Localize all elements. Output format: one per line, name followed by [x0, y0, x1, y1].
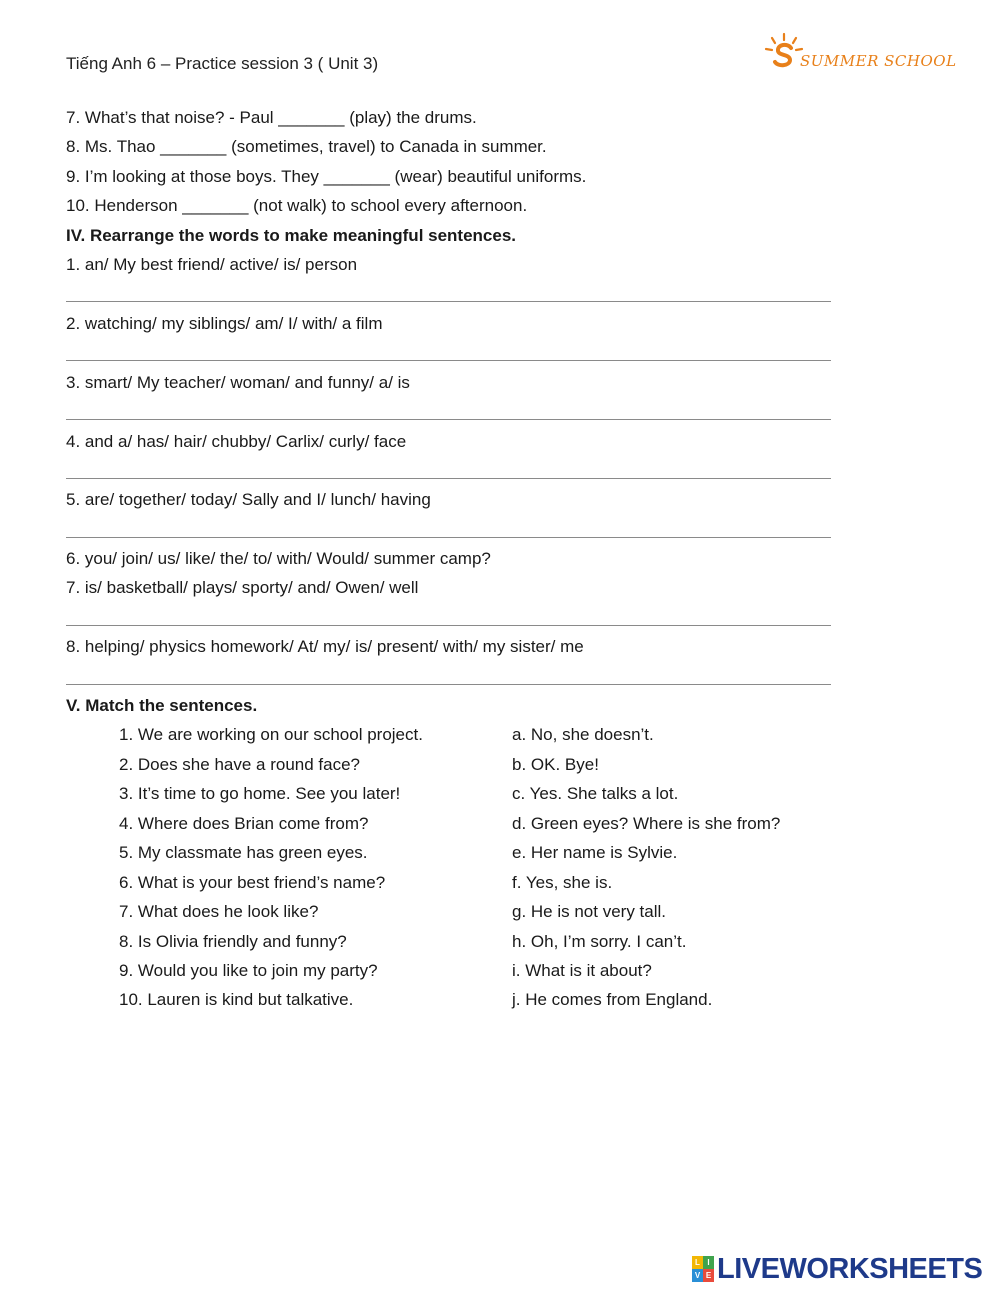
answer-line[interactable] [66, 360, 831, 361]
rearrange-item: 2. watching/ my siblings/ am/ I/ with/ a film [66, 314, 383, 333]
match-question: 10. Lauren is kind but talkative. [119, 990, 354, 1009]
rearrange-item: 7. is/ basketball/ plays/ sporty/ and/ Owen/ well [66, 578, 419, 597]
answer-line[interactable] [66, 301, 831, 302]
rearrange-item: 3. smart/ My teacher/ woman/ and funny/ a/ is [66, 373, 410, 392]
summer-school-logo [764, 32, 957, 76]
rearrange-item: 5. are/ together/ today/ Sally and I/ lunch/ having [66, 490, 431, 509]
match-answer: b. OK. Bye! [512, 755, 599, 774]
section-heading: V. Match the sentences. [66, 696, 258, 715]
answer-line[interactable] [66, 478, 831, 479]
liveworksheets-icon: L I V E [692, 1256, 714, 1282]
page-title: Tiếng Anh 6 – Practice session 3 ( Unit 3) [66, 54, 379, 73]
rearrange-item: 6. you/ join/ us/ like/ the/ to/ with/ Would/ summer camp? [66, 549, 491, 568]
liveworksheets-wordmark: LIVEWORKSHEETS [717, 1252, 983, 1285]
match-question: 5. My classmate has green eyes. [119, 843, 368, 862]
match-question: 8. Is Olivia friendly and funny? [119, 932, 347, 951]
match-answer: j. He comes from England. [512, 990, 713, 1009]
exercise-line: 9. I’m looking at those boys. They _______ (wear) beautiful uniforms. [66, 167, 587, 186]
answer-line[interactable] [66, 684, 831, 685]
match-question: 3. It’s time to go home. See you later! [119, 784, 401, 803]
match-question: 7. What does he look like? [119, 902, 319, 921]
answer-line[interactable] [66, 625, 831, 626]
exercise-line: 7. What’s that noise? - Paul _______ (play) the drums. [66, 108, 477, 127]
match-question: 6. What is your best friend’s name? [119, 873, 386, 892]
match-answer: e. Her name is Sylvie. [512, 843, 678, 862]
match-answer: f. Yes, she is. [512, 873, 613, 892]
section-heading: IV. Rearrange the words to make meaningful sentences. [66, 226, 517, 245]
answer-line[interactable] [66, 537, 831, 538]
match-answer: g. He is not very tall. [512, 902, 667, 921]
liveworksheets-logo [692, 1253, 982, 1285]
match-question: 4. Where does Brian come from? [119, 814, 369, 833]
match-question: 2. Does she have a round face? [119, 755, 360, 774]
match-answer: i. What is it about? [512, 961, 652, 980]
sun-icon [764, 32, 804, 72]
match-answer: c. Yes. She talks a lot. [512, 784, 679, 803]
exercise-line: 8. Ms. Thao _______ (sometimes, travel) to Canada in summer. [66, 137, 547, 156]
match-answer: a. No, she doesn’t. [512, 725, 654, 744]
match-answer: d. Green eyes? Where is she from? [512, 814, 781, 833]
rearrange-item: 8. helping/ physics homework/ At/ my/ is/ present/ with/ my sister/ me [66, 637, 584, 656]
match-question: 1. We are working on our school project. [119, 725, 423, 744]
rearrange-item: 1. an/ My best friend/ active/ is/ person [66, 255, 358, 274]
match-answer: h. Oh, I’m sorry. I can’t. [512, 932, 687, 951]
rearrange-item: 4. and a/ has/ hair/ chubby/ Carlix/ curly/ face [66, 432, 407, 451]
logo-text: SUMMER SCHOOL [800, 52, 957, 70]
exercise-line: 10. Henderson _______ (not walk) to school every afternoon. [66, 196, 528, 215]
answer-line[interactable] [66, 419, 831, 420]
match-question: 9. Would you like to join my party? [119, 961, 378, 980]
